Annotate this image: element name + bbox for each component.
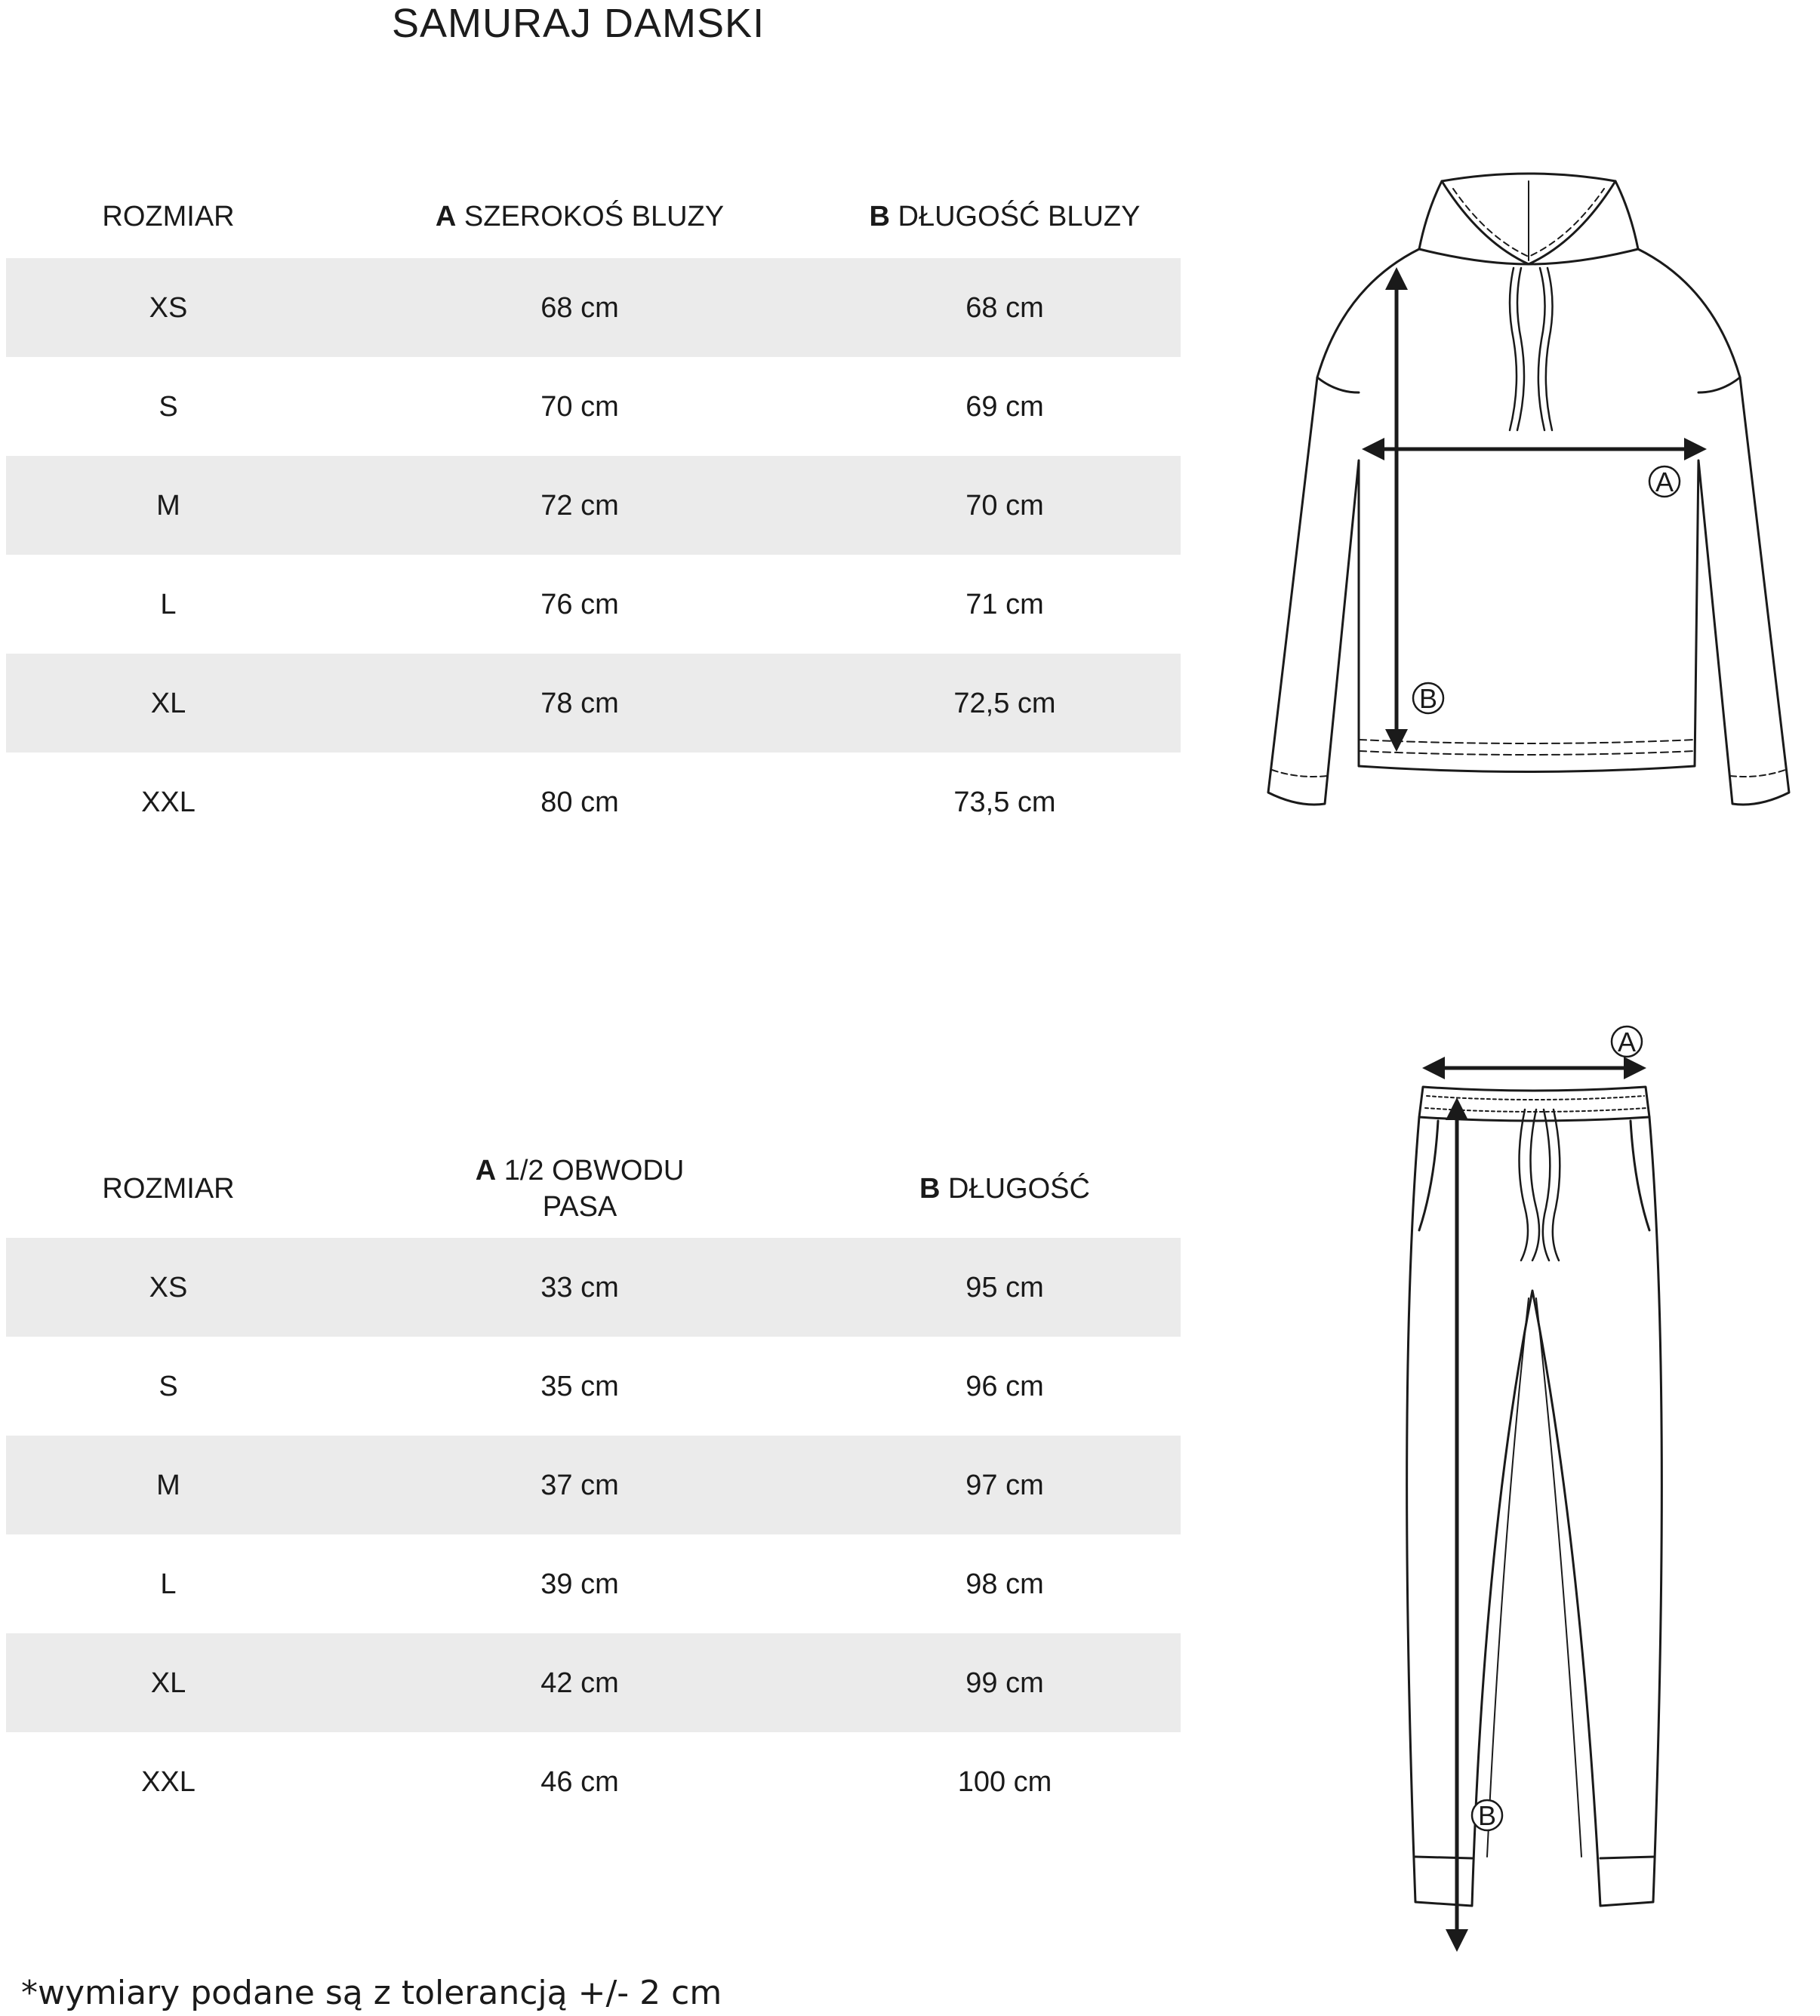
cell-size: L <box>160 588 177 620</box>
table-row <box>6 654 1181 753</box>
header-a-wrap <box>459 1153 701 1225</box>
pants-label-b: B <box>1477 1800 1497 1831</box>
table-row <box>6 1732 1181 1831</box>
table-row <box>6 1633 1181 1732</box>
cell-b: 95 cm <box>965 1271 1044 1303</box>
cell-a: 70 cm <box>540 390 619 423</box>
cell-b: 99 cm <box>965 1667 1044 1699</box>
table-row <box>6 1337 1181 1436</box>
table-row <box>6 258 1181 357</box>
cell-size: L <box>160 1568 177 1600</box>
cell-b: 100 cm <box>957 1765 1052 1798</box>
cell-a: 39 cm <box>540 1568 619 1600</box>
header-b-letter: B <box>919 1173 941 1205</box>
cell-b: 70 cm <box>965 489 1044 522</box>
pants-label-a: A <box>1617 1026 1637 1057</box>
header-a-letter: A <box>475 1155 497 1187</box>
table-row <box>6 1534 1181 1633</box>
table-row <box>6 357 1181 456</box>
cell-size: M <box>156 1469 180 1501</box>
cell-b: 69 cm <box>965 390 1044 423</box>
cell-b: 72,5 cm <box>953 687 1056 719</box>
header-a-label: SZEROKOŚ BLUZY <box>463 201 725 232</box>
cell-a: 35 cm <box>540 1370 619 1402</box>
cell-a: 76 cm <box>540 588 619 620</box>
hoodie-diagram <box>1253 166 1804 830</box>
cell-size: XXL <box>141 1765 196 1798</box>
header-a <box>331 1153 829 1225</box>
cell-b: 97 cm <box>965 1469 1044 1501</box>
legs-outline <box>1407 1117 1662 1906</box>
header-b <box>829 1171 1181 1207</box>
header-a <box>331 199 829 235</box>
cell-a: 33 cm <box>540 1271 619 1303</box>
table-header <box>6 175 1181 258</box>
header-a-letter: A <box>435 201 457 232</box>
cell-a: 46 cm <box>540 1765 619 1798</box>
header-b-label: DŁUGOŚĆ <box>948 1173 1090 1205</box>
table-row <box>6 555 1181 654</box>
cell-size: XXL <box>141 786 196 818</box>
pants-size-table <box>6 1140 1181 1831</box>
table-row <box>6 1238 1181 1337</box>
cell-a: 78 cm <box>540 687 619 719</box>
table-header <box>6 1140 1181 1238</box>
cell-a: 72 cm <box>540 489 619 522</box>
cell-a: 37 cm <box>540 1469 619 1501</box>
cell-size: XS <box>149 1271 188 1303</box>
cell-b: 98 cm <box>965 1568 1044 1600</box>
cell-b: 68 cm <box>965 291 1044 324</box>
table-row <box>6 1436 1181 1534</box>
hoodie-size-table <box>6 175 1181 851</box>
page-title: SAMURAJ DAMSKI <box>392 1 765 46</box>
cell-b: 96 cm <box>965 1370 1044 1402</box>
cell-size: M <box>156 489 180 522</box>
cell-size: XL <box>150 1667 186 1699</box>
tolerance-note: *wymiary podane są z tolerancją +/- 2 cm <box>21 1974 722 2012</box>
cell-b: 73,5 cm <box>953 786 1056 818</box>
cell-size: S <box>159 390 178 423</box>
cell-b: 71 cm <box>965 588 1044 620</box>
header-b-letter: B <box>869 201 890 232</box>
cell-size: XS <box>149 291 188 324</box>
table-row <box>6 753 1181 851</box>
cell-a: 68 cm <box>540 291 619 324</box>
header-a-label: 1/2 OBWODU PASA <box>504 1155 685 1223</box>
cell-a: 42 cm <box>540 1667 619 1699</box>
cell-a: 80 cm <box>540 786 619 818</box>
table-row <box>6 456 1181 555</box>
cell-size: XL <box>150 687 186 719</box>
pants-diagram <box>1374 1011 1691 1962</box>
body-outline <box>1268 249 1789 805</box>
header-size: ROZMIAR <box>102 1173 235 1205</box>
header-b-label: DŁUGOŚĆ BLUZY <box>898 201 1141 232</box>
hoodie-label-a: A <box>1655 466 1674 497</box>
hoodie-label-b: B <box>1418 683 1438 714</box>
header-b <box>829 199 1181 235</box>
header-size: ROZMIAR <box>102 201 235 232</box>
cell-size: S <box>159 1370 178 1402</box>
